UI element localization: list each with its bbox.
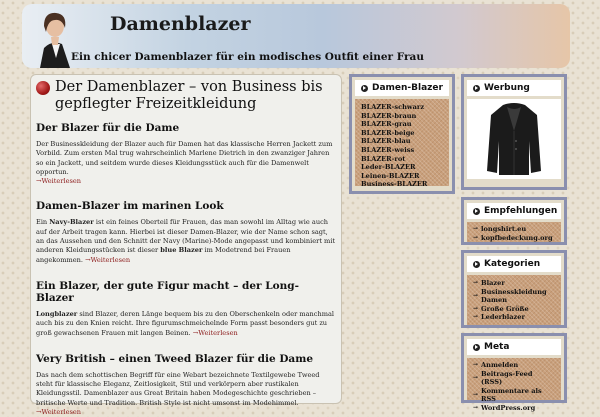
arrow-bullet-icon [473, 344, 480, 351]
category-link-label[interactable]: Businesskleidung Damen [481, 287, 547, 305]
sidebar-link[interactable]: BLAZER-beige [361, 128, 415, 137]
widget-title-text: Meta [484, 342, 510, 352]
read-more-link[interactable]: →Weiterlesen [85, 255, 131, 264]
post [36, 200, 336, 264]
sidebar-link[interactable]: Leder-BLAZER [361, 163, 416, 172]
sidebar-link[interactable]: Leinen-BLAZER [361, 171, 420, 180]
widget-body [467, 358, 561, 412]
widget-title-text: Damen-Blazer [372, 83, 443, 93]
ad-image[interactable] [467, 99, 561, 179]
post-bold-text: Navy-Blazer [49, 218, 94, 227]
post-title[interactable]: Der Blazer für die Dame [36, 122, 180, 134]
post-title[interactable]: Damen-Blazer im marinen Look [36, 200, 224, 213]
widget-title [467, 339, 561, 355]
arrow-right-icon: → [473, 279, 479, 286]
sidebar-link[interactable]: BLAZER-grau [361, 120, 412, 129]
post-text: Das nach dem schottischen Begriff für eine Webart bezeichnete Textilgewebe Tweed steht für klassische Eleganz, Zeitlosigkeit, Stil und verkörpern aber rustikalen Kleidungsstil. Damenblazer aus Great Britain haben Modegeschichte geschrieben – britische Werte und Tradition. British Style ist nicht umsonst im Modehimmel. [36, 370, 320, 407]
meta-link[interactable] [473, 387, 555, 404]
arrow-right-icon: → [473, 403, 479, 411]
arrow-right-icon: → [473, 313, 479, 321]
recommend-link[interactable] [473, 234, 555, 243]
post-text: ist ein feines Oberteil für Frauen, das man sowohl im Alltag wie auch auf der Arbeit tragen kann. Hierbei ist dieser Damen-Blazer, wie der Name schon sagt, an das Aussehen und den Schnitt der Navy (Marine)-Mode angepasst und kombiniert mit anderen Kleidungsstücken ist dieser [36, 218, 336, 255]
post-excerpt [36, 371, 336, 417]
sidebar-link[interactable]: BLAZER-braun [361, 111, 417, 120]
widget-title-text: Kategorien [484, 259, 541, 269]
sidebar-link[interactable]: BLAZER-rot [361, 154, 406, 163]
post-text: im Modetrend bei Frauen angekommen. [36, 246, 291, 264]
widget-title-text: Empfehlungen [484, 206, 558, 216]
widget-title [355, 80, 449, 96]
arrow-right-icon: → [473, 304, 479, 312]
meta-link[interactable] [473, 404, 555, 413]
intro-heading [36, 79, 336, 113]
site-title[interactable]: Damenblazer [110, 13, 251, 35]
arrow-right-icon: → [473, 233, 479, 241]
arrow-bullet-icon [473, 208, 480, 215]
read-more-link[interactable]: →Weiterlesen [36, 408, 82, 417]
site-header [22, 4, 570, 68]
post-bold-text: Longblazer [36, 309, 78, 318]
arrow-right-icon: → [473, 361, 479, 368]
post-title[interactable]: Ein Blazer, der gute Figur macht – der Long-Blazer [36, 279, 299, 304]
post [36, 280, 336, 338]
recommend-link[interactable] [473, 225, 555, 234]
meta-link[interactable] [473, 361, 555, 370]
read-more-link[interactable]: →Weiterlesen [36, 177, 82, 186]
meta-link-label[interactable]: WordPress.org [481, 403, 536, 412]
post [36, 122, 336, 186]
category-link-label[interactable]: Große Größe [481, 304, 529, 313]
meta-link-label[interactable]: Anmelden [481, 361, 519, 369]
widget-damen-blazer [349, 74, 455, 194]
meta-link-label[interactable]: Beitrags-Feed (RSS) [481, 369, 533, 387]
arrow-right-icon: → [473, 291, 479, 299]
widget-kategorien [461, 250, 567, 328]
category-link[interactable] [473, 313, 555, 322]
widget-empfehlungen [461, 197, 567, 245]
sidebar-link[interactable]: BLAZER-schwarz [361, 103, 425, 111]
recommend-link-label[interactable]: kopfbedeckung.org [481, 233, 553, 242]
blazer-jacket-image[interactable] [485, 101, 543, 177]
post-excerpt [36, 218, 336, 264]
widget-body [355, 99, 449, 189]
category-link[interactable] [473, 288, 555, 305]
arrow-right-icon: → [473, 373, 479, 381]
sidebar-link[interactable]: BLAZER-blau [361, 137, 411, 146]
read-more-link[interactable]: →Weiterlesen [192, 328, 238, 337]
post [36, 353, 336, 417]
post-text: Der Businesskleidung der Blazer auch für Damen hat das klassische Herren Jackett zum Vorbild. Zum ersten Mal trug wahrscheinlich Marlene Dietrich in den zwanziger Jahren so ein Jackett, und seitdem wurde dieses Kleidungsstück auch für die Damenwelt opportun. [36, 140, 333, 176]
post-text: sind Blazer, deren Länge bequem bis zu den Oberschenkeln oder manchmal auch bis zu den Knien reicht. Ihre figurumschmeichelnde Form passt besonders gut zu groß gewachsenen Frauen mit langen Beinen. [36, 309, 335, 337]
arrow-right-icon: → [473, 391, 479, 399]
widget-werbung [461, 74, 567, 190]
widget-body [467, 222, 561, 242]
widget-title [467, 256, 561, 272]
arrow-bullet-icon [473, 85, 480, 92]
recommend-link-label[interactable]: longshirt.eu [481, 225, 527, 233]
widget-title-text: Werbung [484, 83, 530, 93]
category-link[interactable] [473, 305, 555, 314]
intro-title-text: Der Damenblazer – von Business bis gepflegter Freizeitkleidung [55, 79, 323, 112]
red-bullet-icon [36, 81, 50, 95]
category-link[interactable] [473, 279, 555, 288]
post-excerpt [36, 140, 336, 186]
widget-meta [461, 333, 567, 412]
sidebar-link[interactable]: BLAZER-weiss [361, 145, 415, 154]
widget-title [467, 80, 561, 96]
arrow-bullet-icon [361, 85, 368, 92]
arrow-right-icon: → [473, 225, 479, 232]
post-bold-text: blue Blazer [160, 246, 203, 255]
arrow-bullet-icon [473, 261, 480, 268]
widget-title [467, 203, 561, 219]
post-title[interactable]: Very British – einen Tweed Blazer für die Dame [36, 352, 314, 365]
category-link-label[interactable]: Lederblazer [481, 313, 525, 322]
meta-link-label[interactable]: Kommentare als RSS [481, 386, 542, 404]
post-text: Ein [36, 218, 50, 227]
sidebar-link[interactable]: Business-BLAZER [361, 180, 428, 189]
main-content [30, 74, 342, 417]
meta-link[interactable] [473, 370, 555, 387]
blazer-link-list [361, 103, 443, 189]
post-excerpt [36, 310, 336, 338]
category-link-label[interactable]: Blazer [481, 279, 505, 287]
widget-body [467, 275, 561, 325]
site-tagline: Ein chicer Damenblazer für ein modisches Outfit einer Frau [71, 51, 424, 63]
